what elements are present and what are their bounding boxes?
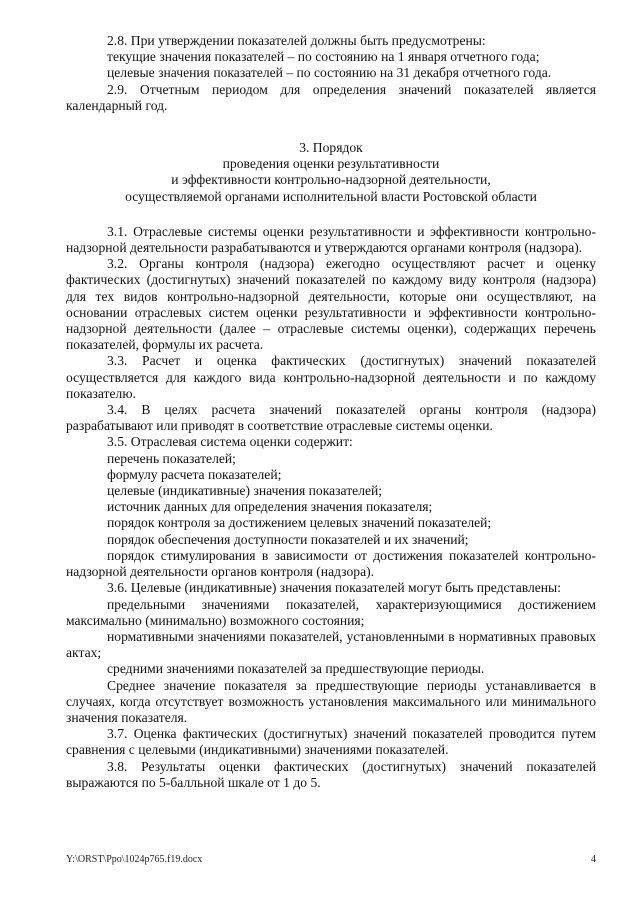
list-item: целевые (индикативные) значения показателей;: [107, 483, 383, 499]
list-item: источник данных для определения значения показателя;: [107, 499, 433, 515]
list-item: текущие значения показателей – по состоянию на 1 января отчетного года;: [107, 49, 540, 65]
list-item: порядок контроля за достижением целевых значений показателей;: [107, 515, 492, 531]
paragraph-2-8: 2.8. При утверждении показателей должны быть предусмотрены:: [107, 33, 486, 48]
section-heading: [66, 140, 596, 205]
paragraph-3-6: 3.6. Целевые (индикативные) значения показателей могут быть представлены:: [107, 580, 561, 596]
document-body: [66, 33, 596, 791]
paragraph-3-3: 3.3. Расчет и оценка фактических (достигнутых) значений показателей осуществляется для каждого вида контрольно-надзорной деятельности и по каждому показателю.: [66, 353, 596, 401]
section-heading-line: и эффективности контрольно-надзорной деятельности,: [171, 172, 491, 188]
paragraph-3-8: 3.8. Результаты оценки фактических (достигнутых) значений показателей выражаются по 5-балльной шкале от 1 до 5.: [66, 758, 596, 790]
paragraph-3-7: 3.7. Оценка фактических (достигнутых) значений показателей проводится путем сравнения с целевыми (индикативными) значениями показателей.: [66, 726, 596, 758]
paragraph-average-value: Среднее значение показателя за предшествующие периоды устанавливается в случаях, когда отсутствует возможность установления максимального или минимального значения показателя.: [66, 677, 596, 725]
paragraph-2-9: 2.9. Отчетным периодом для определения значений показателей является календарный год.: [66, 81, 596, 113]
section-heading-line: проведения оценки результативности: [222, 156, 440, 172]
list-item: целевые значения показателей – по состоянию на 31 декабря отчетного года.: [107, 65, 552, 81]
list-item: перечень показателей;: [107, 450, 236, 466]
section-heading-line: осуществляемой органами исполнительной власти Ростовской области: [125, 188, 537, 204]
paragraph-3-4: 3.4. В целях расчета значений показателей органы контроля (надзора) разрабатывают или приводят в соответствие отраслевые системы оценки.: [66, 402, 596, 434]
paragraph-3-5: 3.5. Отраслевая система оценки содержит:: [107, 434, 353, 450]
paragraph-3-2: 3.2. Органы контроля (надзора) ежегодно осуществляют расчет и оценку фактических (достигнутых) значений показателей по каждому виду контроля (надзора) для тех видов контрольно-надзорной деятельности, которые они осуществляют, на основании отраслевых систем оценки результативности и эффективности контрольно-надзорной деятельности (далее – отраслевые системы оценки), содержащих перечень показателей, формулы их расчета.: [66, 256, 596, 353]
list-item: средними значениями показателей за предшествующие периоды.: [107, 661, 485, 677]
section-heading-line: 3. Порядок: [299, 140, 363, 156]
list-item: порядок обеспечения доступности показателей и их значений;: [107, 531, 469, 547]
list-item: нормативными значениями показателей, установленными в нормативных правовых актах;: [66, 628, 596, 661]
page-number: 4: [591, 854, 596, 865]
list-item: предельными значениями показателей, характеризующимися достижением максимально (минимально) возможного состояния;: [66, 596, 596, 628]
file-path: Y:\ORST\Ppo\1024p765.f19.docx: [66, 854, 203, 865]
paragraph-3-1: 3.1. Отраслевые системы оценки результативности и эффективности контрольно-надзорной деятельности разрабатываются и утверждаются органами контроля (надзора).: [66, 223, 596, 256]
list-item: порядок стимулирования в зависимости от достижения показателей контрольно-надзорной деятельности органов контроля (надзора).: [66, 547, 596, 580]
list-item: формулу расчета показателей;: [107, 466, 282, 482]
